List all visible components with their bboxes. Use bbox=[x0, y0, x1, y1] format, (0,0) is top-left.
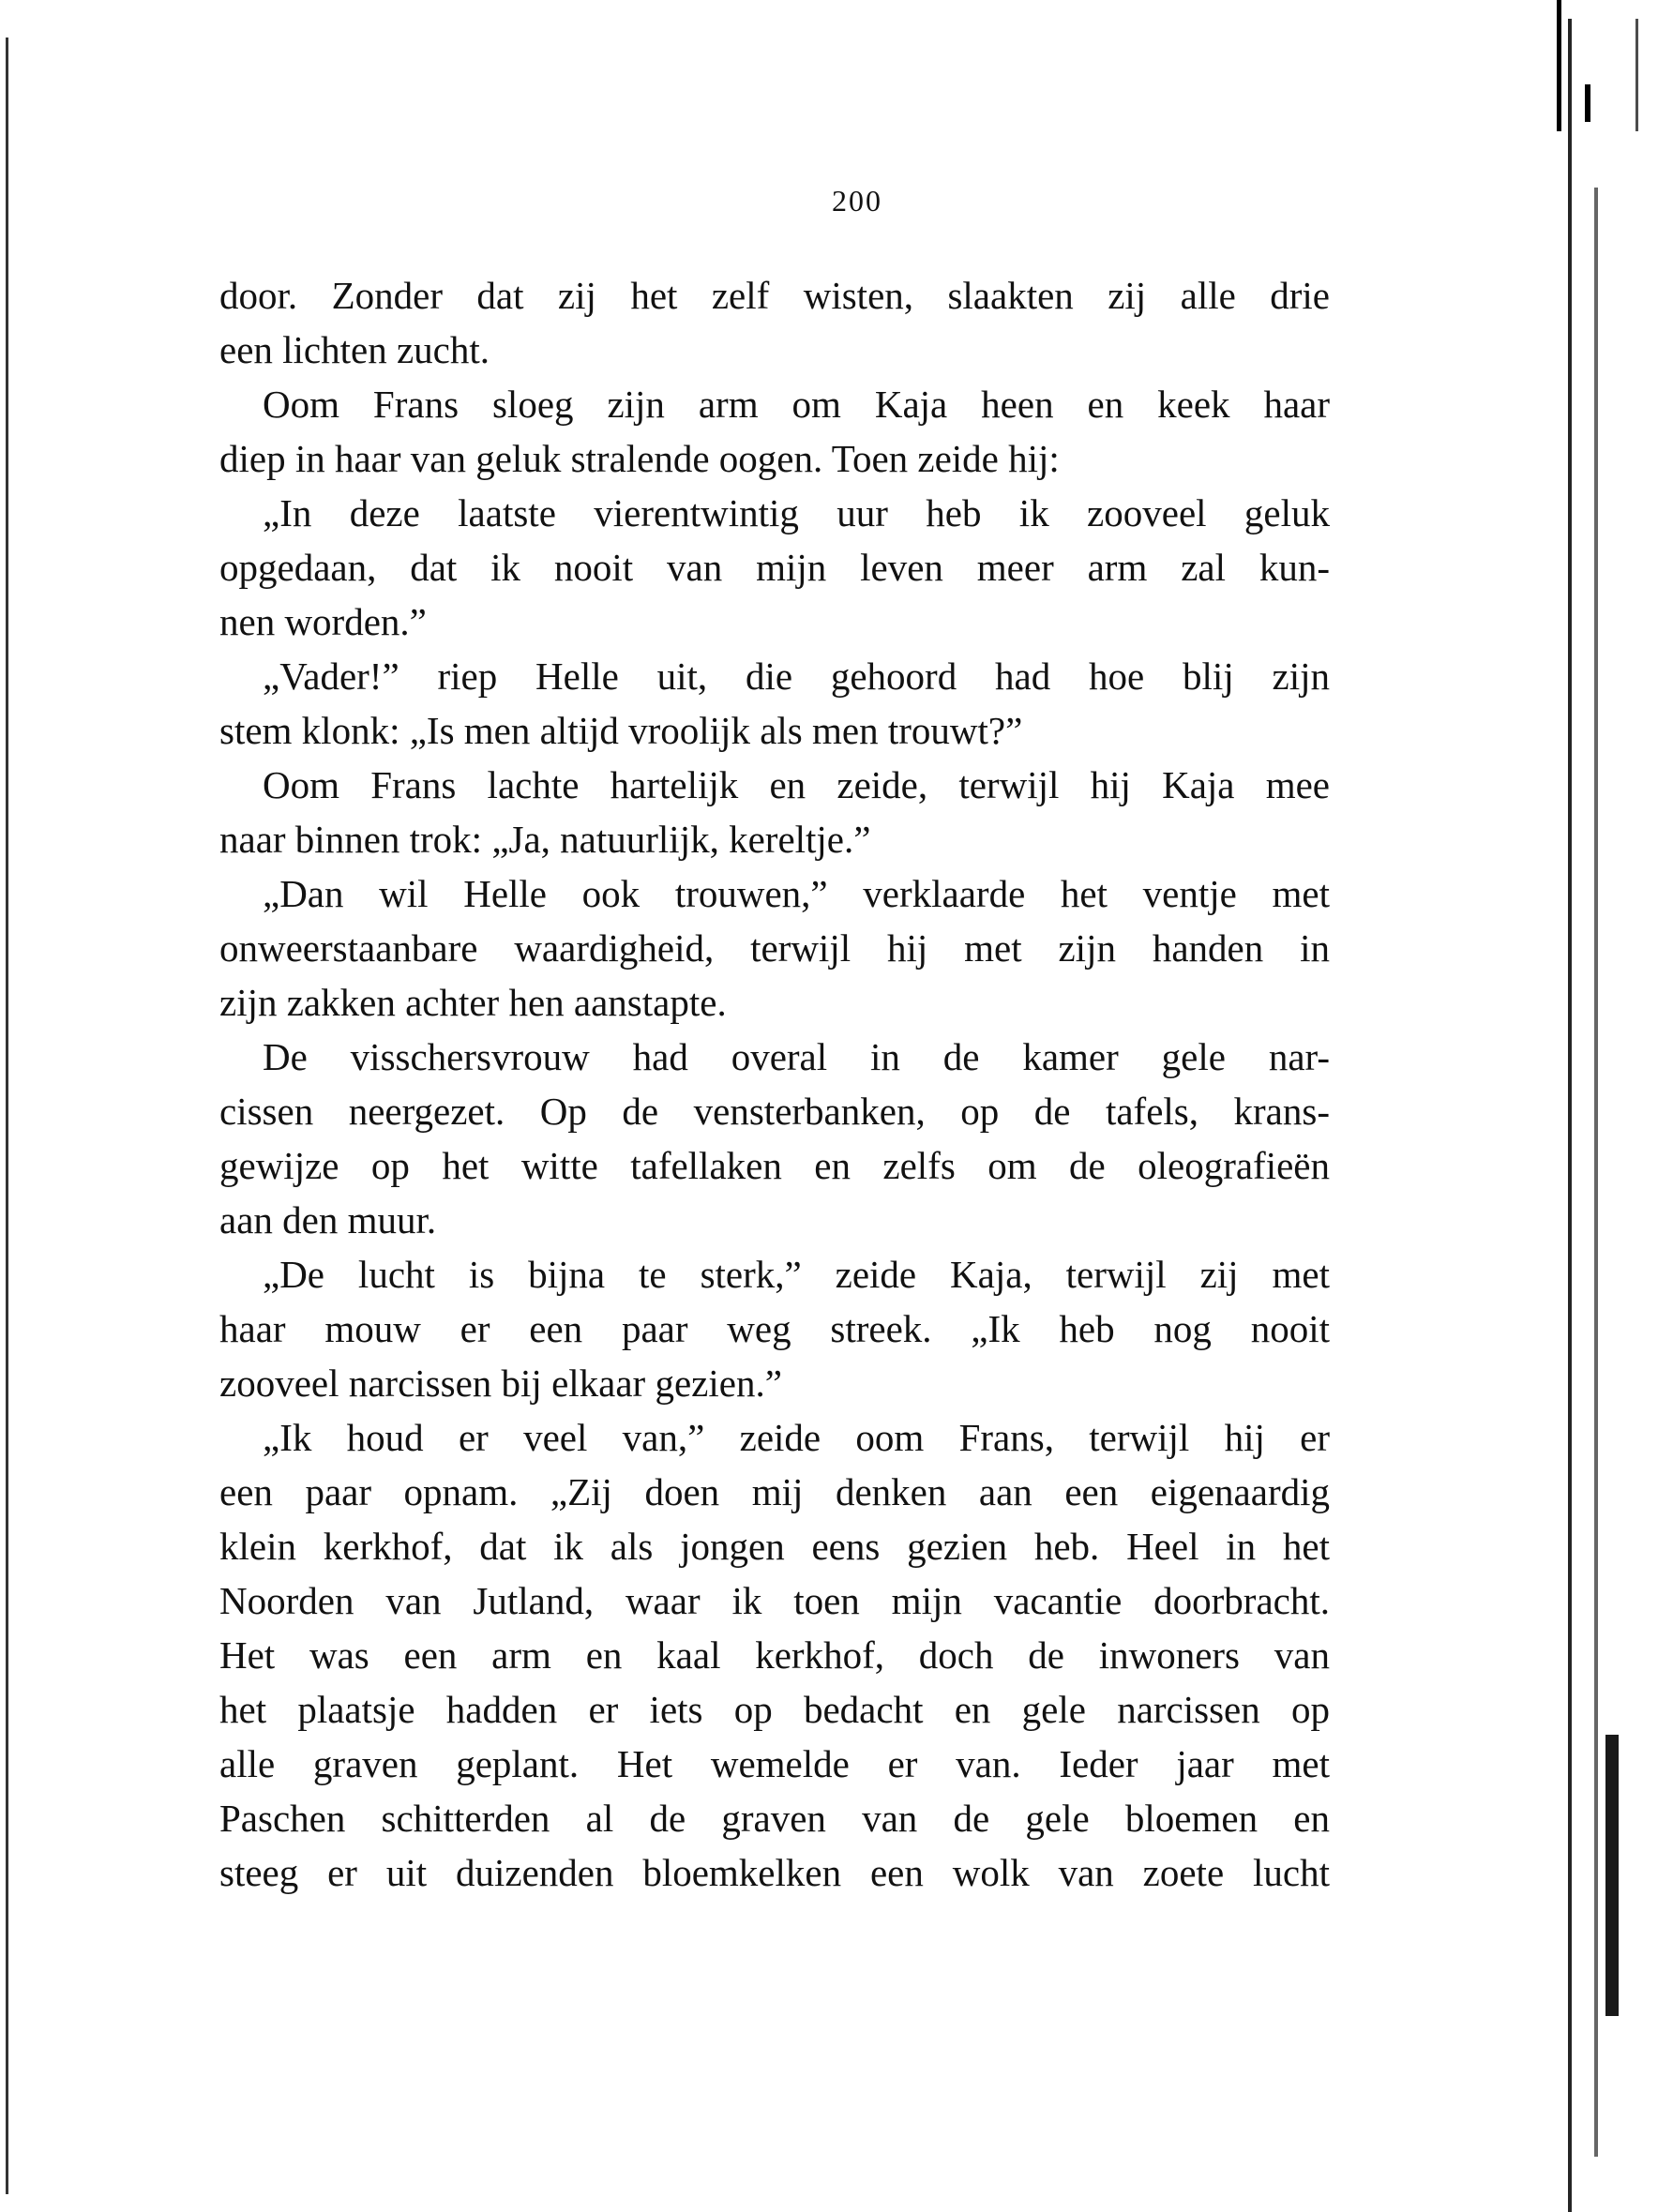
text-line: nen worden.” bbox=[219, 600, 427, 643]
text-line: een paar opnam. „Zij doen mij denken aan een eigenaardig bbox=[219, 1470, 1330, 1513]
text-line: diep in haar van geluk stralende oogen. Toen zeide hij: bbox=[219, 437, 1060, 480]
text-line: Oom Frans sloeg zijn arm om Kaja heen en keek haar bbox=[263, 383, 1330, 426]
text-line: stem klonk: „Is men altijd vroolijk als men trouwt?” bbox=[219, 709, 1023, 752]
text-line: gewijze op het witte tafellaken en zelfs om de oleografieën bbox=[219, 1144, 1330, 1187]
text-line: De visschersvrouw had overal in de kamer gele nar- bbox=[263, 1035, 1330, 1078]
text-line: opgedaan, dat ik nooit van mijn leven meer arm zal kun- bbox=[219, 546, 1330, 589]
text-line: „De lucht is bijna te sterk,” zeide Kaja, terwijl zij met bbox=[263, 1253, 1330, 1296]
text-line: Paschen schitterden al de graven van de gele bloemen en bbox=[219, 1797, 1330, 1840]
text-line: alle graven geplant. Het wemelde er van. Ieder jaar met bbox=[219, 1742, 1330, 1785]
text-line: „In deze laatste vierentwintig uur heb ik zooveel geluk bbox=[263, 491, 1330, 534]
text-line: naar binnen trok: „Ja, natuurlijk, kereltje.” bbox=[219, 818, 871, 861]
text-line: door. Zonder dat zij het zelf wisten, slaakten zij alle drie bbox=[219, 274, 1330, 317]
text-line: „Ik houd er veel van,” zeide oom Frans, terwijl hij er bbox=[263, 1416, 1330, 1459]
text-line: Het was een arm en kaal kerkhof, doch de inwoners van bbox=[219, 1633, 1330, 1677]
text-line: „Dan wil Helle ook trouwen,” verklaarde het ventje met bbox=[263, 872, 1330, 915]
text-line: haar mouw er een paar weg streek. „Ik heb nog nooit bbox=[219, 1307, 1330, 1350]
body-text bbox=[219, 268, 1330, 1900]
text-line: Noorden van Jutland, waar ik toen mijn vacantie doorbracht. bbox=[219, 1579, 1330, 1622]
text-line: Oom Frans lachte hartelijk en zeide, terwijl hij Kaja mee bbox=[263, 763, 1330, 806]
page-number: 200 bbox=[832, 184, 882, 218]
text-line: „Vader!” riep Helle uit, die gehoord had hoe blij zijn bbox=[263, 655, 1330, 698]
text-line: steeg er uit duizenden bloemkelken een wolk van zoete lucht bbox=[219, 1851, 1330, 1894]
text-line: klein kerkhof, dat ik als jongen eens gezien heb. Heel in het bbox=[219, 1525, 1330, 1568]
scan-edge-left bbox=[6, 38, 8, 2194]
text-line: het plaatsje hadden er iets op bedacht en gele narcissen op bbox=[219, 1688, 1330, 1731]
text-line: zijn zakken achter hen aanstapte. bbox=[219, 981, 727, 1024]
text-line: aan den muur. bbox=[219, 1198, 437, 1241]
text-line: onweerstaanbare waardigheid, terwijl hij met zijn handen in bbox=[219, 926, 1330, 970]
text-line: cissen neergezet. Op de vensterbanken, op de tafels, krans- bbox=[219, 1090, 1330, 1133]
text-line: een lichten zucht. bbox=[219, 328, 490, 371]
text-line: zooveel narcissen bij elkaar gezien.” bbox=[219, 1362, 782, 1405]
